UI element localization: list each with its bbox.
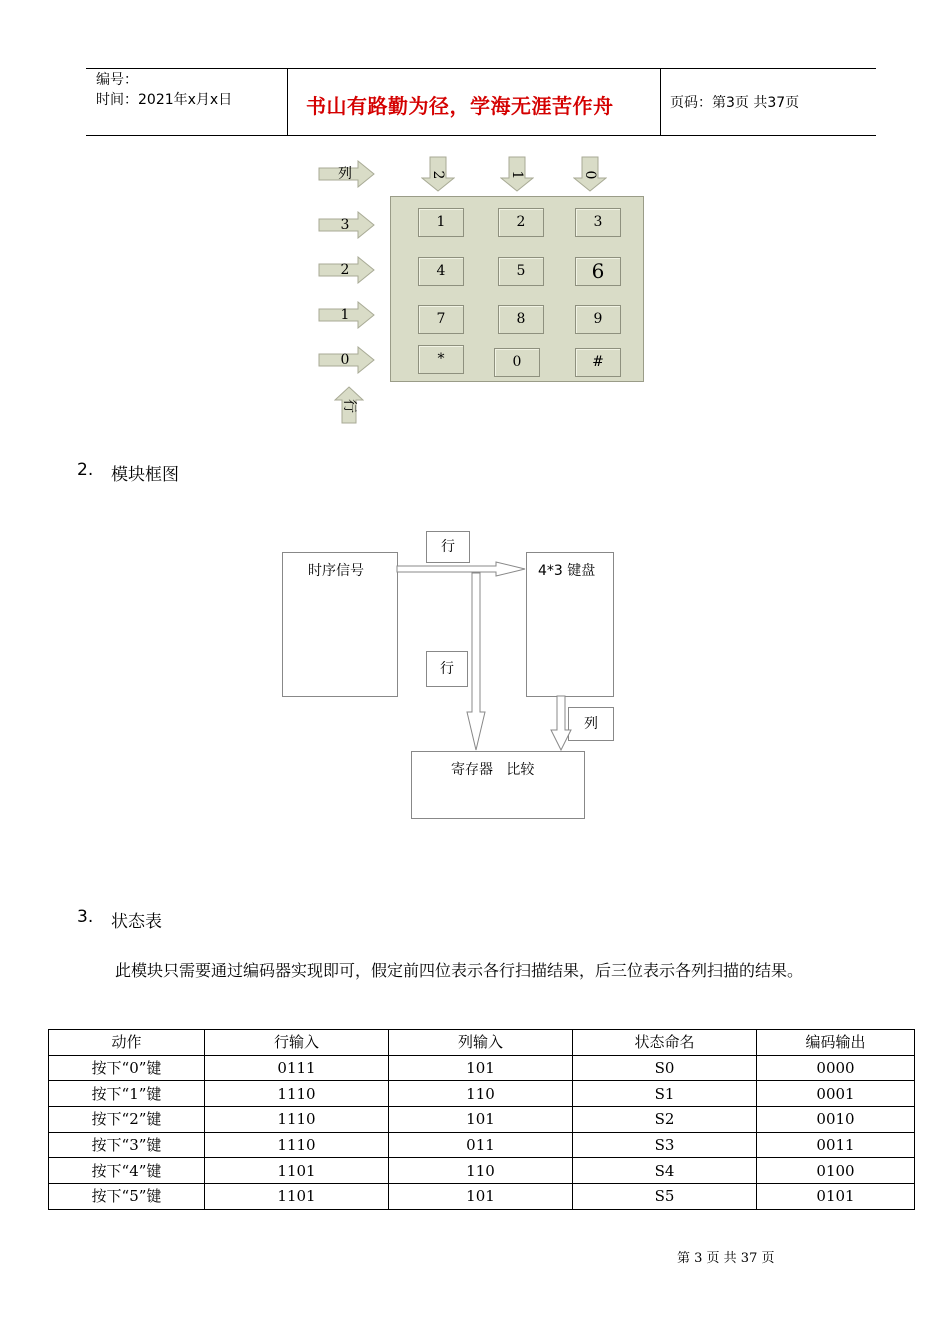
table-cell: 1110 xyxy=(205,1081,389,1107)
key-8: 8 xyxy=(498,305,544,334)
row-arrow-2-label: 2 xyxy=(340,262,350,278)
key-4: 4 xyxy=(418,257,464,286)
table-cell: 0011 xyxy=(757,1132,915,1158)
table-cell: 0010 xyxy=(757,1107,915,1133)
document-number-label: 编号： xyxy=(96,72,138,88)
column-arrow-0-label: 0 xyxy=(582,170,598,180)
table-cell: S3 xyxy=(573,1132,757,1158)
table-cell: 110 xyxy=(389,1081,573,1107)
table-cell: 按下“2”键 xyxy=(49,1107,205,1133)
table-header-cell: 状态命名 xyxy=(573,1030,757,1056)
section-3-title: 状态表 xyxy=(111,912,162,932)
table-cell: 101 xyxy=(389,1055,573,1081)
section-3-heading xyxy=(77,907,277,931)
keyboard-label: 4*3 键盘 xyxy=(538,563,596,579)
table-row xyxy=(49,1107,915,1133)
row-tag-top: 行 xyxy=(426,531,470,563)
key-0: 0 xyxy=(494,348,540,377)
table-cell: 按下“0”键 xyxy=(49,1055,205,1081)
row-arrow-1-label: 1 xyxy=(340,307,350,323)
table-cell: 110 xyxy=(389,1158,573,1184)
table-cell: 0101 xyxy=(757,1184,915,1210)
table-cell: 101 xyxy=(389,1184,573,1210)
table-cell: 按下“5”键 xyxy=(49,1184,205,1210)
table-row xyxy=(49,1081,915,1107)
header-motto: 书山有路勤为径，学海无涯苦作舟 xyxy=(306,94,614,118)
table-cell: 0000 xyxy=(757,1055,915,1081)
table-header-row xyxy=(49,1030,915,1056)
column-tag: 列 xyxy=(568,707,614,741)
key-9: 9 xyxy=(575,305,621,334)
row-label-text: 行 xyxy=(341,399,357,413)
table-cell: S2 xyxy=(573,1107,757,1133)
register-compare-label: 寄存器 比较 xyxy=(451,762,535,778)
key-2: 2 xyxy=(498,208,544,237)
table-cell: 按下“1”键 xyxy=(49,1081,205,1107)
key-star: * xyxy=(418,345,464,374)
column-header-label: 列 xyxy=(338,166,352,182)
row-arrow-0-label: 0 xyxy=(340,352,350,368)
table-cell: 1101 xyxy=(205,1158,389,1184)
key-7: 7 xyxy=(418,305,464,334)
table-header-cell: 行输入 xyxy=(205,1030,389,1056)
document-time-label: 时间：2021年x月x日 xyxy=(96,92,233,108)
key-hash: # xyxy=(575,348,621,377)
header-page-label: 页码：第3页 共37页 xyxy=(670,95,800,111)
table-row xyxy=(49,1158,915,1184)
timing-to-register-arrow xyxy=(467,573,485,750)
table-cell: S0 xyxy=(573,1055,757,1081)
column-arrow-1-label: 1 xyxy=(509,170,525,180)
table-row xyxy=(49,1055,915,1081)
section-2-title: 模块框图 xyxy=(111,465,179,485)
column-arrow-2-label: 2 xyxy=(430,170,446,180)
table-row xyxy=(49,1184,915,1210)
table-header-cell: 动作 xyxy=(49,1030,205,1056)
row-tag-middle: 行 xyxy=(426,651,468,687)
table-cell: 1110 xyxy=(205,1132,389,1158)
table-cell: S4 xyxy=(573,1158,757,1184)
keyboard-to-register-arrow xyxy=(551,696,571,750)
table-cell: 1110 xyxy=(205,1107,389,1133)
table-cell: 1101 xyxy=(205,1184,389,1210)
table-header-cell: 编码输出 xyxy=(757,1030,915,1056)
key-5: 5 xyxy=(498,257,544,286)
table-header-cell: 列输入 xyxy=(389,1030,573,1056)
page-footer: 第 3 页 共 37 页 xyxy=(677,1251,775,1266)
table-cell: 0001 xyxy=(757,1081,915,1107)
state-table xyxy=(48,1029,915,1210)
timing-signal-label: 时序信号 xyxy=(308,563,364,579)
table-cell: S1 xyxy=(573,1081,757,1107)
table-row xyxy=(49,1132,915,1158)
table-cell: 0111 xyxy=(205,1055,389,1081)
key-6: 6 xyxy=(575,257,621,286)
table-cell: S5 xyxy=(573,1184,757,1210)
table-cell: 按下“3”键 xyxy=(49,1132,205,1158)
section-2-number: 2. xyxy=(77,460,94,480)
table-cell: 0100 xyxy=(757,1158,915,1184)
description-paragraph: 此模块只需要通过编码器实现即可，假定前四位表示各行扫描结果，后三位表示各列扫描的结果。 xyxy=(115,961,804,980)
row-arrow-3-label: 3 xyxy=(340,217,350,233)
key-1: 1 xyxy=(418,208,464,237)
timing-to-keyboard-arrow xyxy=(397,562,525,576)
table-cell: 101 xyxy=(389,1107,573,1133)
section-3-number: 3. xyxy=(77,907,94,927)
key-3: 3 xyxy=(575,208,621,237)
table-cell: 011 xyxy=(389,1132,573,1158)
table-cell: 按下“4”键 xyxy=(49,1158,205,1184)
